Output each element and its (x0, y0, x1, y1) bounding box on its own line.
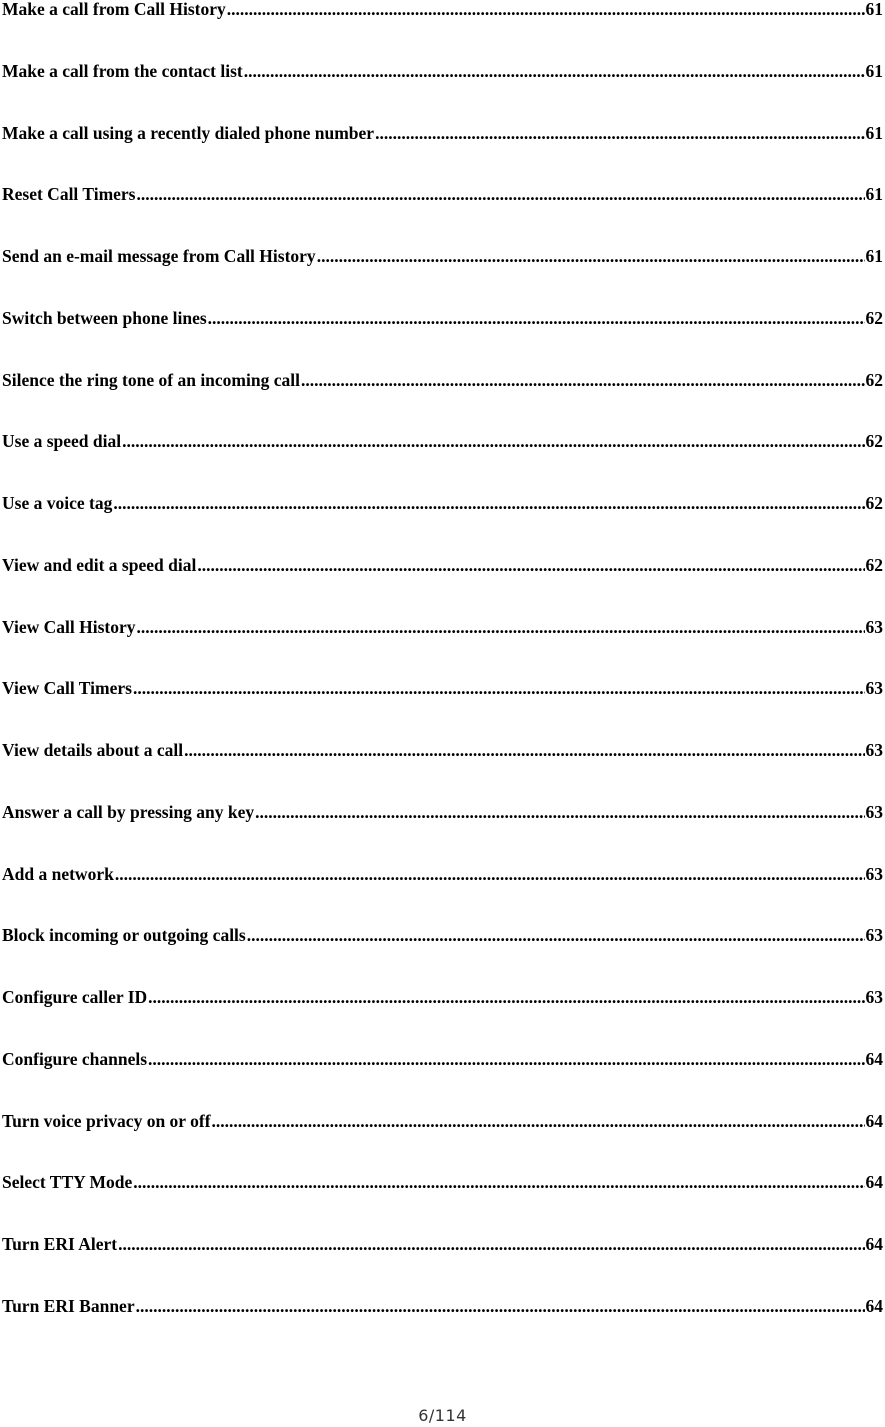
toc-entry[interactable] (2, 677, 883, 699)
toc-entry[interactable] (2, 245, 883, 267)
toc-dot-leader (255, 801, 864, 823)
toc-entry-page-number[interactable]: 64 (865, 1111, 883, 1131)
toc-entry-title[interactable]: View details about a call (2, 740, 184, 760)
toc-entry-page-number[interactable]: 63 (865, 678, 883, 698)
toc-entry-title[interactable]: Make a call using a recently dialed phone number (2, 123, 375, 143)
toc-entry-page-number[interactable]: 64 (865, 1296, 883, 1316)
toc-entry[interactable] (2, 0, 883, 20)
toc-dot-leader (115, 863, 865, 885)
toc-dot-leader (118, 1233, 864, 1255)
toc-entry-title[interactable]: View Call Timers (2, 678, 132, 698)
toc-entry-title[interactable]: Reset Call Timers (2, 184, 136, 204)
toc-entry-title[interactable]: Configure channels (2, 1049, 148, 1069)
toc-entry[interactable] (2, 307, 883, 329)
toc-entry[interactable] (2, 924, 883, 946)
toc-entry[interactable] (2, 554, 883, 576)
toc-entry-page-number[interactable]: 63 (865, 617, 883, 637)
toc-entry[interactable] (2, 1048, 883, 1070)
page-number: 6/114 (418, 1406, 467, 1425)
toc-dot-leader (137, 183, 865, 205)
toc-entry[interactable] (2, 616, 883, 638)
toc-entry-title[interactable]: Silence the ring tone of an incoming call (2, 370, 300, 390)
toc-dot-leader (317, 245, 865, 267)
toc-entry-page-number[interactable]: 62 (865, 308, 883, 328)
toc-entry-title[interactable]: Make a call from Call History (2, 0, 226, 19)
toc-entry[interactable] (2, 492, 883, 514)
toc-dot-leader (212, 1110, 865, 1132)
toc-entry-page-number[interactable]: 63 (865, 987, 883, 1007)
toc-dot-leader (301, 369, 865, 391)
toc-entry-page-number[interactable]: 62 (865, 431, 883, 451)
toc-entry[interactable] (2, 1171, 883, 1193)
toc-entry-page-number[interactable]: 63 (865, 925, 883, 945)
toc-entry-page-number[interactable]: 61 (865, 0, 883, 19)
toc-entry-title[interactable]: Use a speed dial (2, 431, 122, 451)
toc-dot-leader (137, 616, 865, 638)
toc-entry[interactable] (2, 739, 883, 761)
toc-entry[interactable] (2, 122, 883, 144)
toc-entry-page-number[interactable]: 61 (865, 61, 883, 81)
toc-entry[interactable] (2, 801, 883, 823)
toc-entry-page-number[interactable]: 64 (865, 1172, 883, 1192)
toc-dot-leader (247, 924, 865, 946)
toc-dot-leader (244, 60, 865, 82)
toc-entry-title[interactable]: Add a network (2, 864, 114, 884)
toc-entry-title[interactable]: Answer a call by pressing any key (2, 802, 255, 822)
toc-dot-leader (113, 492, 864, 514)
toc-entry[interactable] (2, 60, 883, 82)
toc-entry-page-number[interactable]: 63 (865, 740, 883, 760)
toc-entry-page-number[interactable]: 61 (865, 184, 883, 204)
toc-entry-title[interactable]: Block incoming or outgoing calls (2, 925, 246, 945)
toc-dot-leader (136, 1295, 865, 1317)
toc-entry[interactable] (2, 183, 883, 205)
toc-entry-title[interactable]: Turn ERI Banner (2, 1296, 135, 1316)
toc-entry-page-number[interactable]: 61 (865, 123, 883, 143)
toc-entry-title[interactable]: Send an e-mail message from Call History (2, 246, 316, 266)
toc-entry-title[interactable]: Switch between phone lines (2, 308, 207, 328)
toc-entry-page-number[interactable]: 63 (865, 864, 883, 884)
toc-entry-title[interactable]: View Call History (2, 617, 136, 637)
toc-entry-page-number[interactable]: 62 (865, 493, 883, 513)
toc-entry-title[interactable]: Turn voice privacy on or off (2, 1111, 211, 1131)
toc-entry-page-number[interactable]: 62 (865, 555, 883, 575)
toc-dot-leader (133, 1171, 864, 1193)
toc-entry[interactable] (2, 863, 883, 885)
toc-entry-title[interactable]: Turn ERI Alert (2, 1234, 118, 1254)
toc-entry-title[interactable]: Use a voice tag (2, 493, 113, 513)
toc-entry-title[interactable]: Make a call from the contact list (2, 61, 243, 81)
toc-entry[interactable] (2, 1295, 883, 1317)
toc-entry[interactable] (2, 1110, 883, 1132)
toc-entry-page-number[interactable]: 64 (865, 1234, 883, 1254)
toc-entry-title[interactable]: Select TTY Mode (2, 1172, 133, 1192)
toc-dot-leader (133, 677, 865, 699)
toc-dot-leader (208, 307, 865, 329)
toc-entry-title[interactable]: View and edit a speed dial (2, 555, 197, 575)
toc-dot-leader (148, 986, 864, 1008)
toc-entry-title[interactable]: Configure caller ID (2, 987, 148, 1007)
toc-dot-leader (197, 554, 864, 576)
toc-dot-leader (227, 0, 865, 20)
toc-entry[interactable] (2, 1233, 883, 1255)
toc-entry-page-number[interactable]: 62 (865, 370, 883, 390)
toc-dot-leader (184, 739, 864, 761)
toc-entry[interactable] (2, 369, 883, 391)
toc-entry[interactable] (2, 430, 883, 452)
toc-entry-page-number[interactable]: 63 (865, 802, 883, 822)
toc-entry-page-number[interactable]: 61 (865, 246, 883, 266)
toc-dot-leader (122, 430, 864, 452)
toc-dot-leader (148, 1048, 864, 1070)
toc-entry[interactable] (2, 986, 883, 1008)
toc-dot-leader (375, 122, 864, 144)
toc-entry-page-number[interactable]: 64 (865, 1049, 883, 1069)
